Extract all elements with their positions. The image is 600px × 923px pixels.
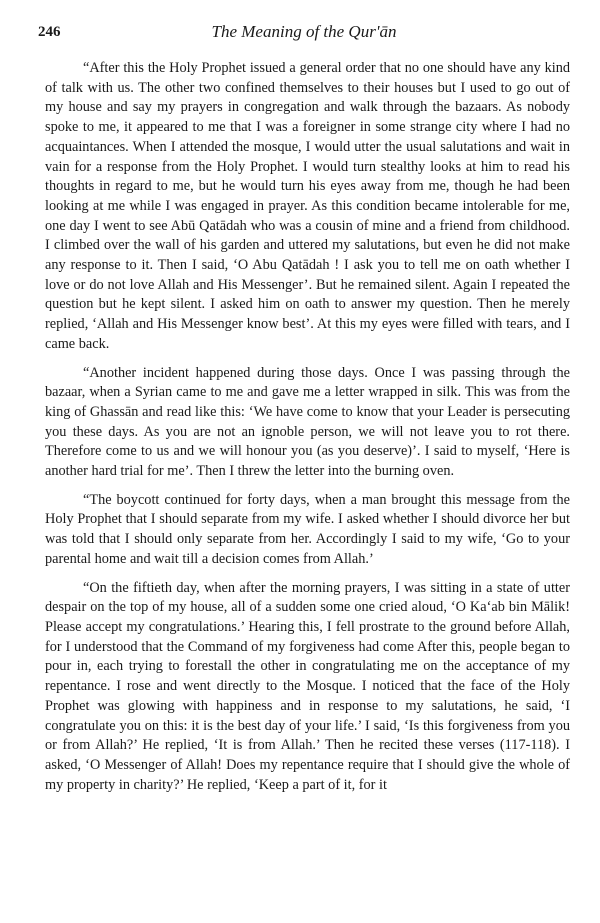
paragraph-boycott-begins: “After this the Holy Prophet issued a general order that no one should have any kind of talk with us. The other two confined themselves to their houses but I used to go out of my house and say my prayers in congregation and walk through the bazaars. As nobody spoke to me, it appeared to me that I was a foreigner in some strange city where I had no acquaintances. When I attended the mosque, I would utter the usual salutations and wait in vain for a response from the Holy Prophet. I would turn stealthy looks at him to read his thoughts in regard to me, but he would turn his eyes away from me, though he had been looking at me while I was engaged in prayer. As this condition became intolerable for me, one day I went to see Abū Qatādah who was a cousin of mine and a friend from childhood. I climbed over the wall of his garden and uttered my salutations, but even he did not make any response to it. Then I said, ‘O Abu Qatādah ! I ask you to tell me on oath whether I love or do not love Allah and His Messenger’. But he remained silent. Again I repeated the question but he kept silent. I asked him on oath to answer my question. Then he merely replied, ‘Allah and His Messenger know best’. At this my eyes were filled with tears, and I came back. <box>45 60 570 352</box>
body-text <box>45 59 570 804</box>
page-header <box>38 20 570 46</box>
paragraph-ghassan-letter: “Another incident happened during those days. Once I was passing through the bazaar, when a Syrian came to me and gave me a letter wrapped in silk. This was from the king of Ghassān and read like this: ‘We have come to know that your Leader is persecuting you these days. As you are not an ignoble person, we will not leave you to rot there. Therefore come to us and we will honour you (as you deserve)’. I said to myself, ‘Here is another hard trial for me’. Then I threw the letter into the burning oven. <box>45 364 570 480</box>
paragraph-separation-from-wife: “The boycott continued for forty days, when a man brought this message from the Holy Prophet that I should separate from my wife. I asked whether I should divorce her but was told that I should only separate from her. Accordingly I said to my wife, ‘Go to your parental home and wait till a decision comes from Allah.’ <box>45 491 570 567</box>
running-title: The Meaning of the Qur'ān <box>211 22 397 41</box>
page-number: 246 <box>38 24 61 40</box>
paragraph-fiftieth-day: “On the fiftieth day, when after the morning prayers, I was sitting in a state of utter despair on the top of my house, all of a sudden some one cried aloud, ‘O Ka‘ab bin Mālik! Please accept my congratulations.’ Hearing this, I fell prostrate to the ground before Allah, for I understood that the Command of my forgiveness had come After this, people began to pour in, each trying to forestall the other in congratulating me on the acceptance of my repentance. I rose and went directly to the Mosque. I noticed that the face of the Holy Prophet was glowing with happiness and in response to my salutations, he said, ‘I congratulate you on this: it is the best day of your life.’ I said, ‘Is this forgiveness from you or from Allah?’ He replied, ‘It is from Allah.’ Then he recited these verses (117-118). I asked, ‘O Messenger of Allah! Does my repentance require that I should give the whole of my property in charity?’ He replied, ‘Keep a part of it, for it <box>45 579 570 793</box>
